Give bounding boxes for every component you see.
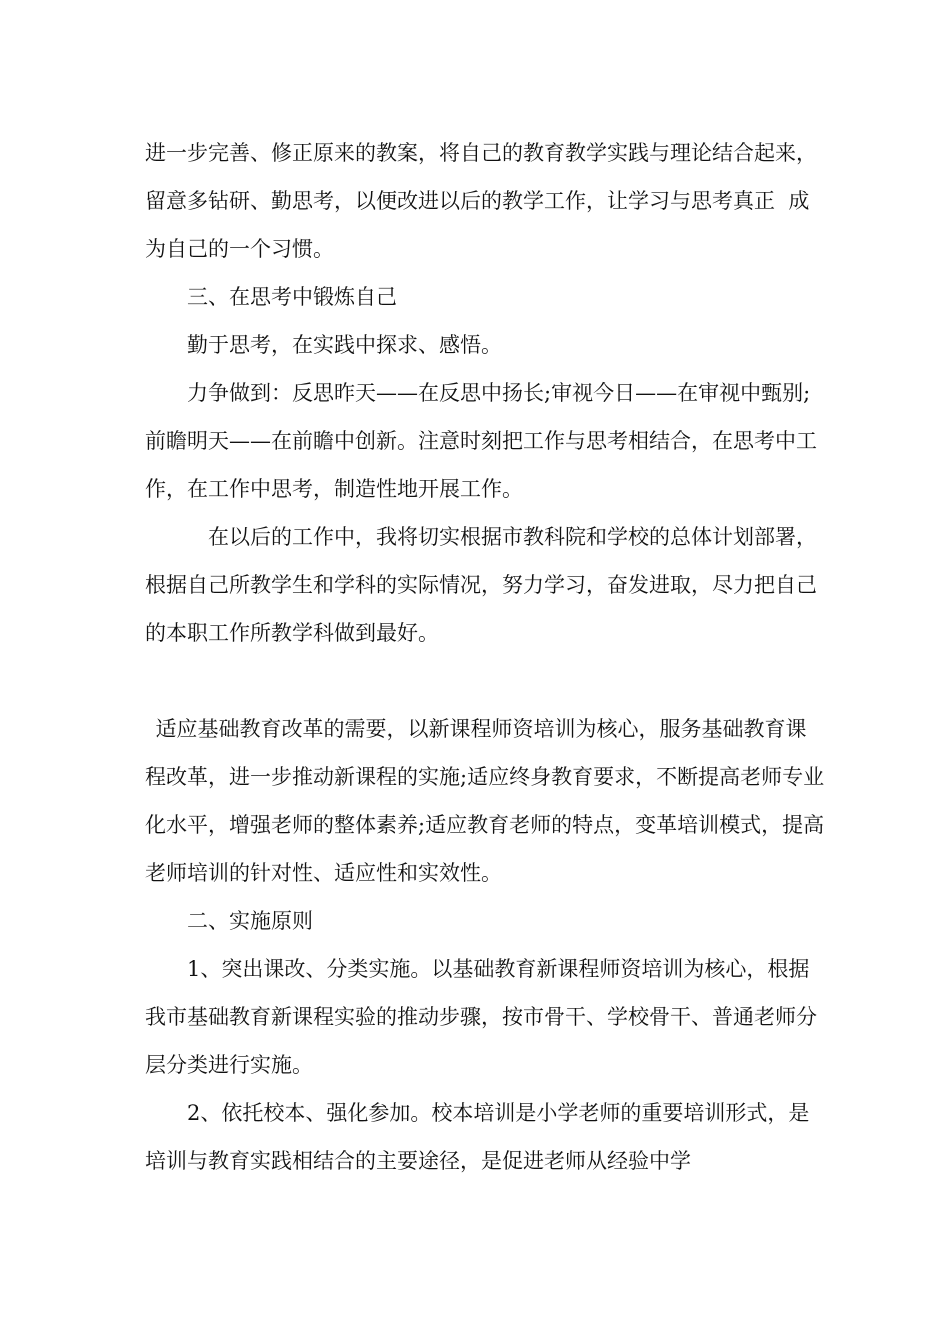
section-heading-reflection: 三、在思考中锻炼自己: [187, 285, 397, 309]
paragraph-diligent-thinking: 勤于思考，在实践中探求、感悟。: [187, 333, 502, 357]
paragraph-education-reform: 适应基础教育改革的需要，以新课程师资培训为核心，服务基础教育课程改革，进一步推动新课程的实施;适应终身教育要求，不断提高老师专业化水平，增强老师的整体素养;适应教育老师的特点，变革培训模式，提高老师培训的针对性、适应性和实效性。: [145, 717, 825, 885]
section-heading-principles: 二、实施原则: [187, 909, 313, 933]
paragraph-future-work: 在以后的工作中，我将切实根据市教科院和学校的总体计划部署，根据自己所教学生和学科的实际情况，努力学习，奋发进取，尽力把自己的本职工作所教学科做到最好。: [145, 525, 817, 645]
paragraph-principle-1: 1、突出课改、分类实施。以基础教育新课程师资培训为核心，根据我市基础教育新课程实验的推动步骤，按市骨干、学校骨干、普通老师分层分类进行实施。: [145, 957, 817, 1077]
paragraph-lesson-plan: 进一步完善、修正原来的教案，将自己的教育教学实践与理论结合起来，留意多钻研、勤思考，以便改进以后的教学工作，让学习与思考真正 成为自己的一个习惯。: [145, 141, 817, 261]
document-page: [145, 129, 825, 1185]
paragraph-strive-to-do: 力争做到：反思昨天——在反思中扬长;审视今日——在审视中甄别;前瞻明天——在前瞻中创新。注意时刻把工作与思考相结合，在思考中工作，在工作中思考，制造性地开展工作。: [145, 381, 817, 501]
paragraph-principle-2: 2、依托校本、强化参加。校本培训是小学老师的重要培训形式，是培训与教育实践相结合的主要途径，是促进老师从经验中学: [145, 1101, 810, 1173]
